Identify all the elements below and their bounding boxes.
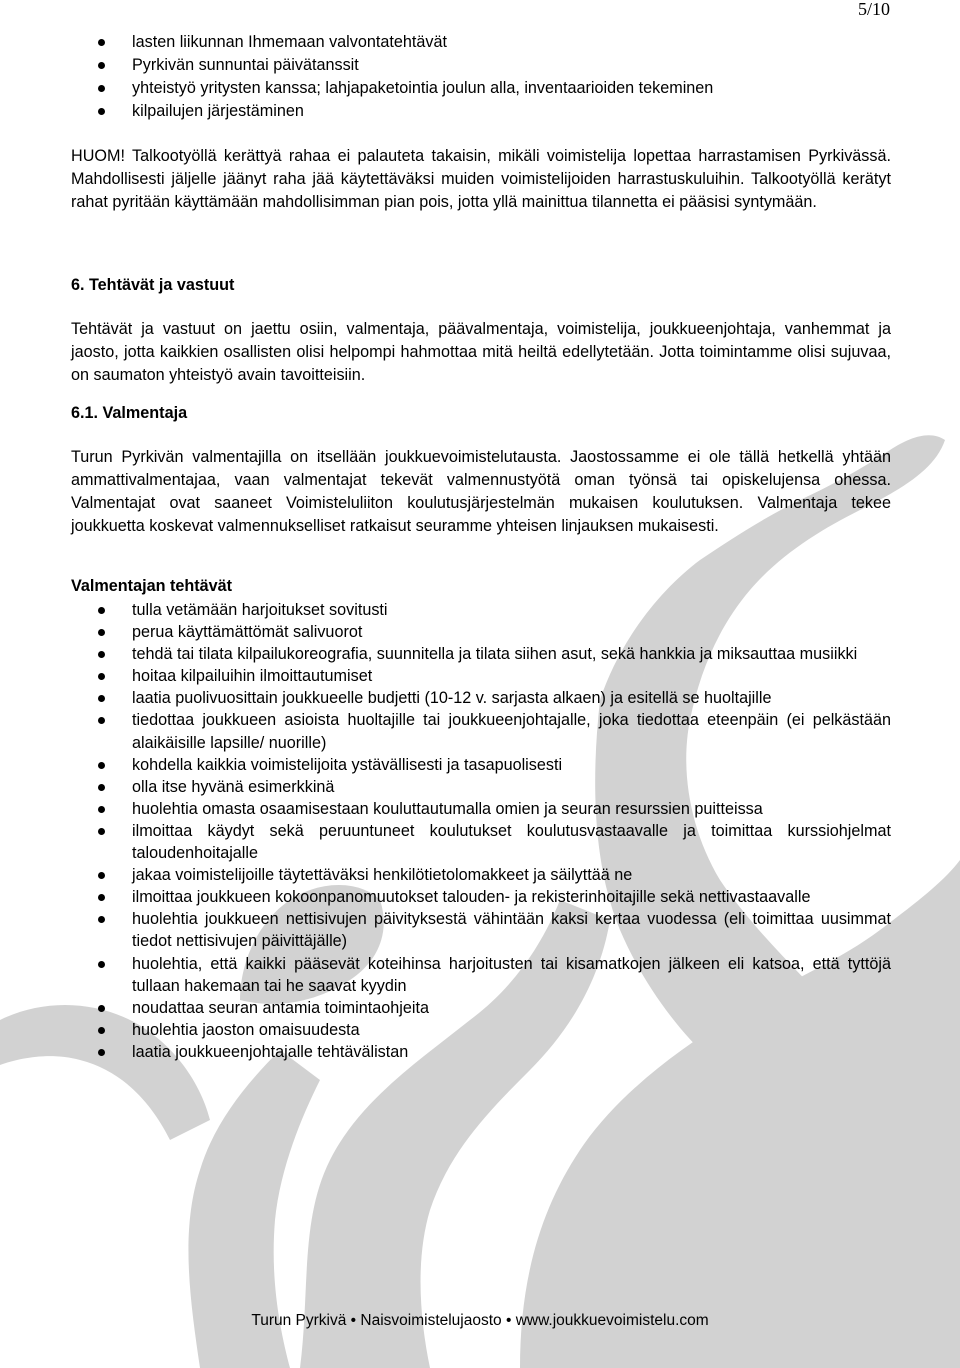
section-6-paragraph: Tehtävät ja vastuut on jaettu osiin, valmentaja, päävalmentaja, voimistelija, joukkueenjohtaja, vanhemmat ja jaosto, jotta kaikkien osallisten olisi helpompi hahmottaa mitä heiltä edellytetään. Jotta toimintamme olisi sujuvaa, on saumaton yhteistyö avain tavoitteisiin. xyxy=(71,320,891,384)
list-item: noudattaa seuran antamia toimintaohjeita xyxy=(71,997,891,1019)
huom-paragraph: HUOM! Talkootyöllä kerättyä rahaa ei palauteta takaisin, mikäli voimistelija lopettaa harrastamisen Pyrkivässä. Mahdollisesti jäljelle jäänyt raha jää käytettäväksi muiden voimistelijoiden harrastuskuluihin. Talkootyöllä kerätyt rahat pyritään käyttämään mahdollisimman pian pois, jotta yllä mainittua tilannetta ei pääsisi syntymään. xyxy=(71,147,891,211)
page-footer: Turun Pyrkivä • Naisvoimistelujaosto • www.joukkuevoimistelu.com xyxy=(251,1312,709,1329)
list-item: tehdä tai tilata kilpailukoreografia, suunnitella ja tilata siihen asut, sekä hankkia ja miksauttaa musiikki xyxy=(71,643,891,665)
list-item: huolehtia joukkueen nettisivujen päivityksestä vähintään kaksi kertaa vuodessa (eli toimittaa uusimmat tiedot nettisivujen päivittäjälle) xyxy=(71,908,891,952)
section-6-1-paragraph: Turun Pyrkivän valmentajilla on itsellään joukkuevoimistelutausta. Jaostossamme ei ole tällä hetkellä yhtään ammattivalmentajaa, vaan valmentajat tekevät valmennustyötä oman työnsä tai opiskelujensa ohessa. Valmentajat ovat saaneet Voimisteluliiton koulutusjärjestelmän mukaisen koulutuksen. Valmentaja tekee joukkuetta koskevat valmennukselliset ratkaisut seuramme yhteisen linjauksen mukaisesti. xyxy=(71,448,891,535)
list-item: tiedottaa joukkueen asioista huoltajille tai joukkueenjohtajalle, joka tiedottaa eteenpäin (ei pelkästään alaikäisille lapsille/ nuorille) xyxy=(71,709,891,753)
list-item: olla itse hyvänä esimerkkinä xyxy=(71,776,891,798)
list-item: ilmoittaa käydyt sekä peruuntuneet koulutukset koulutusvastaavalle ja toimittaa kurssiohjelmat taloudenhoitajalle xyxy=(71,820,891,864)
list-item: huolehtia omasta osaamisestaan kouluttautumalla omien ja seuran resurssien puitteissa xyxy=(71,798,891,820)
list-item: hoitaa kilpailuihin ilmoittautumiset xyxy=(71,665,891,687)
list-item: huolehtia jaoston omaisuudesta xyxy=(71,1019,891,1041)
list-item: kilpailujen järjestäminen xyxy=(71,100,891,123)
page-number: 5/10 xyxy=(857,0,890,19)
coach-tasks-heading: Valmentajan tehtävät xyxy=(71,577,233,595)
list-item: ilmoittaa joukkueen kokoonpanomuutokset talouden- ja rekisterinhoitajille sekä nettivastaavalle xyxy=(71,886,891,908)
list-item: huolehtia, että kaikki pääsevät koteihinsa harjoitusten tai kisamatkojen jälkeen eli katsoa, että tyttöjä tullaan hakemaan tai he saavat kyydin xyxy=(71,953,891,997)
list-item: laatia puolivuosittain joukkueelle budjetti (10-12 v. sarjasta alkaen) ja esitellä se huoltajille xyxy=(71,687,891,709)
section-6-1-heading: 6.1. Valmentaja xyxy=(71,404,188,422)
list-item: tulla vetämään harjoitukset sovitusti xyxy=(71,599,891,621)
list-item: Pyrkivän sunnuntai päivätanssit xyxy=(71,54,891,77)
coach-tasks-list xyxy=(71,599,891,1063)
list-item: laatia joukkueenjohtajalle tehtävälistan xyxy=(71,1041,891,1063)
list-item: lasten liikunnan Ihmemaan valvontatehtävät xyxy=(71,31,891,54)
list-item: yhteistyö yritysten kanssa; lahjapaketointia joulun alla, inventaarioiden tekeminen xyxy=(71,77,891,100)
section-6-heading: 6. Tehtävät ja vastuut xyxy=(71,276,235,294)
list-item: kohdella kaikkia voimistelijoita ystävällisesti ja tasapuolisesti xyxy=(71,754,891,776)
top-bullet-list xyxy=(71,31,891,123)
list-item: jakaa voimistelijoille täytettäväksi henkilötietolomakkeet ja säilyttää ne xyxy=(71,864,891,886)
list-item: perua käyttämättömät salivuorot xyxy=(71,621,891,643)
